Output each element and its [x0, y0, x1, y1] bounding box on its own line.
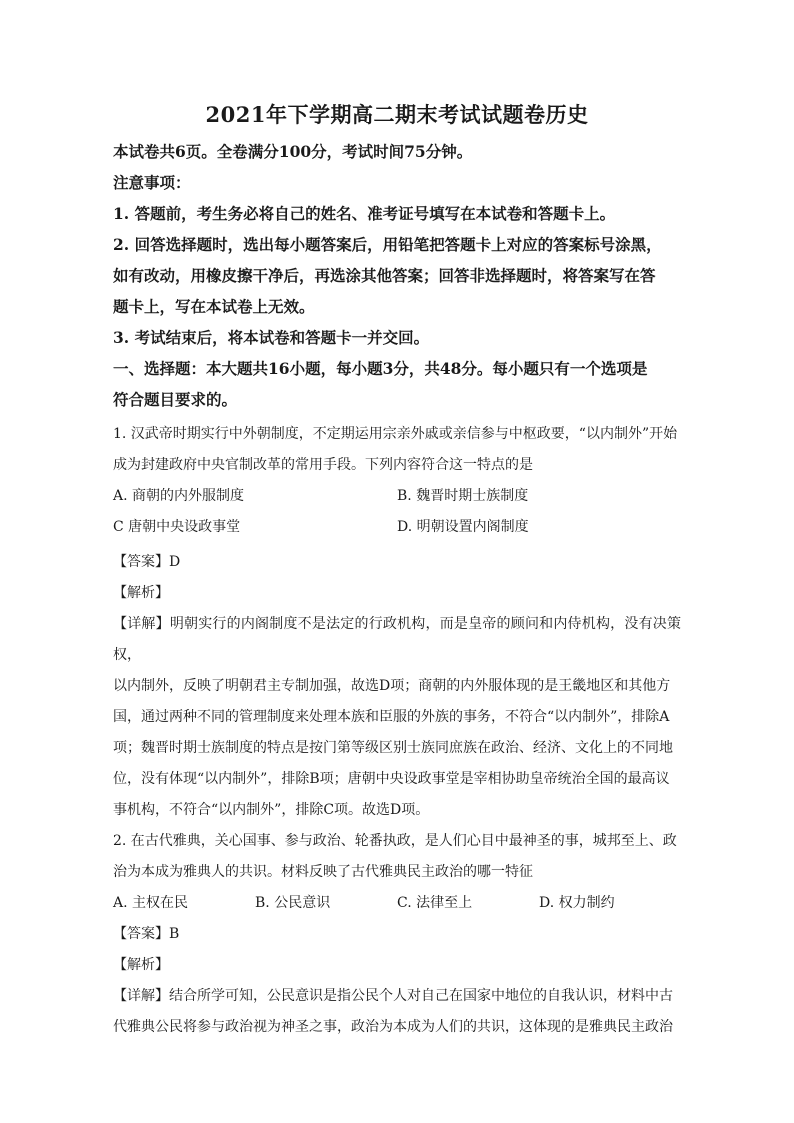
q1-option-c: C 唐朝中央设政事堂 [113, 519, 241, 535]
q2-options-row [113, 888, 681, 919]
notice-item-2-line-1: 2. 回答选择题时，选出每小题答案后，用铅笔把答题卡上对应的答案标号涂黑， [113, 235, 662, 254]
q2-answer: 【答案】B [113, 926, 180, 942]
q1-options-row-2 [113, 512, 681, 543]
notice-heading: 注意事项： [113, 173, 191, 192]
q2-option-c: C. 法律至上 [397, 895, 473, 911]
q1-option-b: B. 魏晋时期士族制度 [397, 488, 529, 504]
q1-stem-line-1: 1. 汉武帝时期实行中外朝制度，不定期运用宗亲外戚或亲信参与中枢政要，“以内制外”开始 [113, 426, 678, 442]
q1-answer: 【答案】D [113, 554, 181, 570]
q1-stem-line-2: 成为封建政府中央官制改革的常用手段。下列内容符合这一特点的是 [113, 457, 533, 473]
q1-options-row-1 [113, 481, 681, 512]
q1-explanation-line-3: 国，通过两种不同的管理制度来处理本族和臣服的外族的事务，不符合“以内制外”，排除A [113, 709, 670, 725]
q2-stem-line-2: 治为本成为雅典人的共识。材料反映了古代雅典民主政治的哪一特征 [113, 864, 533, 880]
q1-explanation-line-1: 【详解】明朝实行的内阁制度不是法定的行政机构，而是皇帝的顾问和内侍机构，没有决策权， [113, 616, 681, 663]
notice-item-2-line-2: 如有改动，用橡皮擦干净后，再选涂其他答案；回答非选择题时，将答案写在答 [113, 266, 656, 285]
q1-explanation-line-5: 位，没有体现“以内制外”，排除B项；唐朝中央设政事堂是宰相协助皇帝统治全国的最高议 [113, 771, 670, 787]
section-heading-line-2: 符合题目要求的。 [113, 390, 238, 409]
q1-explanation-line-2: 以内制外，反映了明朝君主专制加强，故选D项；商朝的内外服体现的是王畿地区和其他方 [113, 678, 671, 694]
q1-option-a: A. 商朝的内外服制度 [113, 488, 245, 504]
q2-option-b: B. 公民意识 [255, 895, 331, 911]
q2-analysis-tag: 【解析】 [113, 957, 169, 973]
q1-explanation-line-4: 项；魏晋时期士族制度的特点是按门第等级区别士族同庶族在政治、经济、文化上的不同地 [113, 740, 673, 756]
q2-stem-line-1: 2. 在古代雅典，关心国事、参与政治、轮番执政，是人们心目中最神圣的事，城邦至上、政 [113, 833, 677, 849]
document-content [113, 100, 681, 1043]
q2-option-d: D. 权力制约 [539, 895, 615, 911]
notice-item-3: 3. 考试结束后，将本试卷和答题卡一并交回。 [113, 328, 430, 347]
notice-item-1: 1. 答题前，考生务必将自己的姓名、准考证号填写在本试卷和答题卡上。 [113, 204, 616, 223]
exam-info: 本试卷共6页。全卷满分100分，考试时间75分钟。 [113, 142, 473, 161]
section-heading-line-1: 一、选择题：本大题共16小题，每小题3分，共48分。每小题只有一个选项是 [113, 359, 648, 378]
q1-analysis-tag: 【解析】 [113, 585, 169, 601]
q2-option-a: A. 主权在民 [113, 895, 189, 911]
q1-option-d: D. 明朝设置内阁制度 [397, 519, 529, 535]
page-title: 2021年下学期高二期末考试试题卷历史 [205, 102, 589, 127]
q2-explanation-line-2: 代雅典公民将参与政治视为神圣之事，政治为本成为人们的共识，这体现的是雅典民主政治 [113, 1019, 673, 1035]
notice-item-2-line-3: 题卡上，写在本试卷上无效。 [113, 297, 315, 316]
q1-explanation-line-6: 事机构，不符合“以内制外”，排除C项。故选D项。 [113, 802, 430, 818]
q2-explanation-line-1: 【详解】结合所学可知，公民意识是指公民个人对自己在国家中地位的自我认识，材料中古 [113, 988, 673, 1004]
